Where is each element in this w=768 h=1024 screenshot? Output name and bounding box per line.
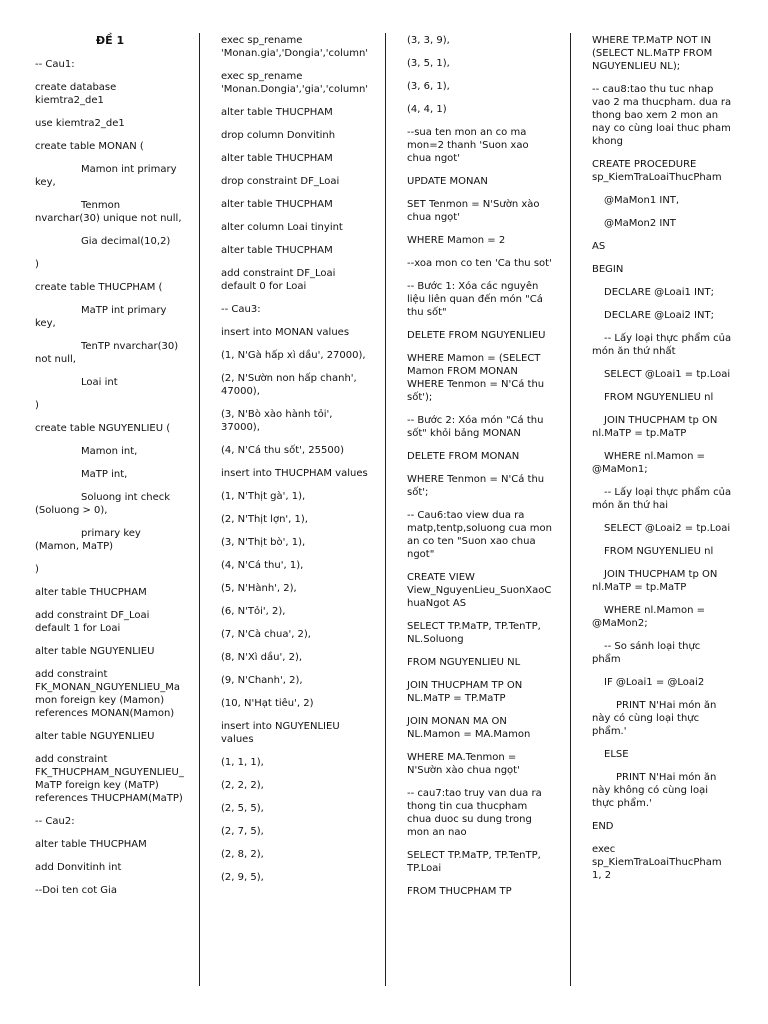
code-line: insert into THUCPHAM values <box>221 468 368 479</box>
code-line: (1, 1, 1), <box>221 757 264 768</box>
code-line: add constraint DF_Loai default 0 for Loai <box>221 268 339 292</box>
code-line: (3, 6, 1), <box>407 81 450 92</box>
code-line: Soluong int check (Soluong > 0), <box>35 492 174 517</box>
code-line: insert into MONAN values <box>221 327 350 338</box>
code-line: FROM NGUYENLIEU nl <box>604 392 714 403</box>
column-divider <box>199 33 200 986</box>
code-line: exec sp_rename 'Monan.Dongia','gia','column' <box>221 71 369 95</box>
column-4 <box>592 34 735 892</box>
code-line: add constraint FK_THUCPHAM_NGUYENLIEU_MaTP foreign key (MaTP) references THUCPHAM(MaTP) <box>35 754 184 805</box>
code-line: (4, 4, 1) <box>407 104 447 115</box>
code-line: WHERE TP.MaTP NOT IN (SELECT NL.MaTP FROM NGUYENLIEU NL); <box>592 35 716 72</box>
code-line: (3, 3, 9), <box>407 35 450 46</box>
code-line: --sua ten mon an co ma mon=2 thanh 'Suon xao chua ngot' <box>407 127 532 164</box>
code-line: alter table THUCPHAM <box>221 107 333 118</box>
code-line: DELETE FROM MONAN <box>407 451 520 462</box>
code-line: JOIN THUCPHAM TP ON NL.MaTP = TP.MaTP <box>407 680 526 704</box>
code-line: alter table THUCPHAM <box>221 199 333 210</box>
code-line: exec sp_KiemTraLoaiThucPham 1, 2 <box>592 844 725 881</box>
code-line: insert into NGUYENLIEU values <box>221 721 343 745</box>
code-line: -- Cau6:tao view dua ra matp,tentp,soluong cua mon an co ten "Suon xao chua ngot" <box>407 510 556 560</box>
code-line: (3, N'Thịt bò', 1), <box>221 537 306 548</box>
code-line: -- Cau1: <box>35 59 75 71</box>
code-line: (10, N'Hạt tiêu', 2) <box>221 698 314 709</box>
code-line: Mamon int primary key, <box>35 164 180 189</box>
code-line: -- Bước 2: Xóa món "Cá thu sốt" khỏi bảng MONAN <box>407 415 547 439</box>
code-line: AS <box>592 241 606 252</box>
code-line: alter table THUCPHAM <box>35 587 147 599</box>
code-line: (8, N'Xì dầu', 2), <box>221 652 303 663</box>
code-line: WHERE MA.Tenmon = N'Sườn xào chua ngọt' <box>407 752 520 776</box>
code-line: JOIN THUCPHAM tp ON nl.MaTP = tp.MaTP <box>592 569 721 593</box>
code-line: (7, N'Cà chua', 2), <box>221 629 311 640</box>
code-line: WHERE Tenmon = N'Cá thu sốt'; <box>407 474 548 498</box>
code-line: ELSE <box>604 749 629 760</box>
code-line: UPDATE MONAN <box>407 176 488 187</box>
code-line: (3, 5, 1), <box>407 58 450 69</box>
code-line: create database kiemtra2_de1 <box>35 82 120 107</box>
code-line: WHERE Mamon = 2 <box>407 235 506 246</box>
code-line: (1, N'Thịt gà', 1), <box>221 491 306 502</box>
code-line: MaTP int, <box>81 469 128 481</box>
code-line: END <box>592 821 614 832</box>
code-line: JOIN MONAN MA ON NL.Mamon = MA.Mamon <box>407 716 531 740</box>
code-line: create table NGUYENLIEU ( <box>35 423 171 435</box>
code-line: Gia decimal(10,2) <box>81 236 171 248</box>
code-line: create table MONAN ( <box>35 141 144 153</box>
code-line: PRINT N'Hai món ăn này có cùng loại thực phẩm.' <box>592 700 720 737</box>
code-line: -- cau7:tao truy van dua ra thong tin cua thucpham chua duoc su dung trong mon an nao <box>407 788 545 838</box>
code-line: -- Cau3: <box>221 304 261 315</box>
column-2 <box>221 34 369 894</box>
code-line: (2, 8, 2), <box>221 849 264 860</box>
column-divider <box>570 33 571 986</box>
code-line: ) <box>35 564 39 576</box>
code-line: IF @Loai1 = @Loai2 <box>604 677 705 688</box>
code-line: FROM NGUYENLIEU NL <box>407 657 521 668</box>
code-line: Mamon int, <box>81 446 138 458</box>
code-line: (4, N'Cá thu sốt', 25500) <box>221 445 344 456</box>
column-3 <box>407 34 556 908</box>
code-line: SELECT @Loai2 = tp.Loai <box>604 523 731 534</box>
code-line: -- Bước 1: Xóa các nguyên liệu liên quan đến món "Cá thu sốt" <box>407 281 547 318</box>
code-line: -- cau8:tao thu tuc nhap vao 2 ma thucpham. dua ra thong bao xem 2 mon an nay co cùng loai thuc pham khong <box>592 84 735 147</box>
code-line: (2, 5, 5), <box>221 803 264 814</box>
code-line: -- Cau2: <box>35 816 75 828</box>
code-line: @MaMon2 INT <box>604 218 676 229</box>
code-line: SELECT TP.MaTP, TP.TenTP, NL.Soluong <box>407 621 545 645</box>
code-line: (3, N'Bò xào hành tỏi', 37000), <box>221 409 336 433</box>
code-line: DELETE FROM NGUYENLIEU <box>407 330 546 341</box>
document-title: ĐỀ 1 <box>95 34 125 47</box>
code-line: WHERE nl.Mamon = @MaMon1; <box>592 451 709 475</box>
code-line: (5, N'Hành', 2), <box>221 583 297 594</box>
code-line: (9, N'Chanh', 2), <box>221 675 303 686</box>
code-line: exec sp_rename 'Monan.gia','Dongia','column' <box>221 35 369 59</box>
code-line: MaTP int primary key, <box>35 305 170 330</box>
code-line: Tenmon nvarchar(30) unique not null, <box>35 200 182 225</box>
code-line: alter table THUCPHAM <box>221 153 333 164</box>
code-line: alter table THUCPHAM <box>35 839 147 851</box>
code-line: DECLARE @Loai2 INT; <box>604 310 714 321</box>
code-line: BEGIN <box>592 264 624 275</box>
code-line: --Doi ten cot Gia <box>35 885 117 897</box>
code-line: Loai int <box>81 377 118 389</box>
code-line: SET Tenmon = N'Sườn xào chua ngọt' <box>407 199 543 223</box>
column-divider <box>385 33 386 986</box>
code-line: add constraint DF_Loai default 1 for Loai <box>35 610 153 635</box>
code-line: alter column Loai tinyint <box>221 222 343 233</box>
code-line: PRINT N'Hai món ăn này không có cùng loại thực phẩm.' <box>592 772 720 809</box>
code-line: create table THUCPHAM ( <box>35 282 163 294</box>
code-line: -- Lấy loại thực phẩm của món ăn thứ hai <box>592 487 735 511</box>
code-line: (6, N'Tỏi', 2), <box>221 606 286 617</box>
code-line: add Donvitinh int <box>35 862 122 874</box>
code-line: (1, N'Gà hấp xì dầu', 27000), <box>221 350 366 361</box>
code-line: drop column Donvitinh <box>221 130 336 141</box>
code-line: --xoa mon co ten 'Ca thu sot' <box>407 258 552 269</box>
code-line: drop constraint DF_Loai <box>221 176 340 187</box>
code-line: TenTP nvarchar(30) not null, <box>35 341 182 366</box>
code-line: CREATE VIEW View_NguyenLieu_SuonXaoChuaNgot AS <box>407 572 552 609</box>
code-line: SELECT TP.MaTP, TP.TenTP, TP.Loai <box>407 850 545 874</box>
code-line: alter table NGUYENLIEU <box>35 646 155 658</box>
code-line: -- Lấy loại thực phẩm của món ăn thứ nhất <box>592 333 735 357</box>
code-line: FROM NGUYENLIEU nl <box>604 546 714 557</box>
code-line: (2, N'Sườn non hấp chanh', 47000), <box>221 373 360 397</box>
code-line: SELECT @Loai1 = tp.Loai <box>604 369 731 380</box>
column-1 <box>35 34 185 907</box>
code-line: (4, N'Cá thu', 1), <box>221 560 304 571</box>
code-line: (2, 9, 5), <box>221 872 264 883</box>
code-line: WHERE nl.Mamon = @MaMon2; <box>592 605 709 629</box>
code-line: DECLARE @Loai1 INT; <box>604 287 714 298</box>
code-line: (2, 7, 5), <box>221 826 264 837</box>
code-line: alter table THUCPHAM <box>221 245 333 256</box>
code-line: (2, 2, 2), <box>221 780 264 791</box>
code-line: FROM THUCPHAM TP <box>407 886 512 897</box>
code-line: WHERE Mamon = (SELECT Mamon FROM MONAN WHERE Tenmon = N'Cá thu sốt'); <box>407 353 548 403</box>
code-line: add constraint FK_MONAN_NGUYENLIEU_Mamon foreign key (Mamon) references MONAN(Mamon) <box>35 669 180 720</box>
code-line: JOIN THUCPHAM tp ON nl.MaTP = tp.MaTP <box>592 415 721 439</box>
code-line: use kiemtra2_de1 <box>35 118 125 130</box>
code-line: -- So sánh loại thực phẩm <box>592 641 704 665</box>
code-line: primary key (Mamon, MaTP) <box>35 528 145 553</box>
code-line: alter table NGUYENLIEU <box>35 731 155 743</box>
code-line: (2, N'Thịt lợn', 1), <box>221 514 308 525</box>
code-line: ) <box>35 400 39 412</box>
code-line: @MaMon1 INT, <box>604 195 680 206</box>
code-line: ) <box>35 259 39 271</box>
code-line: CREATE PROCEDURE sp_KiemTraLoaiThucPham <box>592 159 722 183</box>
